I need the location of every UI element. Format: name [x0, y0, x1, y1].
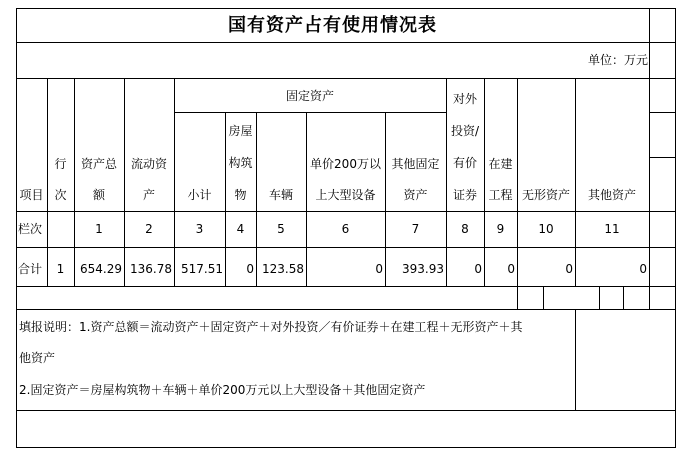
- note-line-1: 填报说明：1.资产总额＝流动资产＋固定资产＋对外投资／有价证券＋在建工程＋无形资产＋其: [19, 320, 523, 334]
- header-line-top: 行: [54, 157, 67, 171]
- header-building-3: 物: [234, 188, 247, 202]
- header-current-bottom: 产: [142, 188, 155, 202]
- header-current-top: 流动资: [130, 157, 167, 171]
- col-number-cell: 7: [411, 222, 420, 236]
- unit-label: 单位：万元: [587, 53, 648, 67]
- total-cell-intangible: 0: [565, 262, 573, 276]
- total-cell-buildings: 0: [246, 262, 254, 276]
- header-intangible: 无形资产: [521, 188, 570, 202]
- header-construction-top: 在建: [488, 157, 513, 171]
- header-project: 项目: [19, 188, 44, 202]
- total-cell-large-equipment: 0: [375, 262, 383, 276]
- col-number-cell: 3: [195, 222, 204, 236]
- col-number-cell: 10: [538, 222, 554, 236]
- header-invest-3: 有价: [452, 156, 477, 170]
- total-cell-other: 0: [639, 262, 647, 276]
- header-line-bottom: 次: [54, 188, 67, 202]
- header-construction-bottom: 工程: [488, 188, 513, 202]
- total-cell-vehicles: 123.58: [262, 262, 304, 276]
- total-row-line: 1: [56, 262, 65, 276]
- header-large-equip-bottom: 上大型设备: [315, 188, 376, 202]
- col-number-cell: 11: [604, 222, 620, 236]
- header-invest-4: 证券: [452, 188, 477, 202]
- note-line-3: 2.固定资产＝房屋构筑物＋车辆＋单价200万元以上大型设备＋其他固定资产: [19, 383, 426, 397]
- col-number-cell: 6: [341, 222, 350, 236]
- header-total-top: 资产总: [80, 157, 117, 171]
- header-building-2: 构筑: [228, 156, 253, 170]
- col-number-cell: 2: [145, 222, 153, 236]
- col-number-label: 栏次: [18, 222, 43, 236]
- header-fixed-group: 固定资产: [285, 89, 334, 103]
- col-number-cell: 4: [236, 222, 245, 236]
- header-vehicle: 车辆: [268, 188, 293, 202]
- total-cell-fixed-subtotal: 517.51: [181, 262, 223, 276]
- header-other-fixed-bottom: 资产: [403, 188, 428, 202]
- total-row-label: 合计: [18, 262, 43, 276]
- header-invest-1: 对外: [452, 92, 477, 106]
- note-line-2: 他资产: [19, 351, 56, 365]
- col-number-cell: 1: [95, 222, 103, 236]
- total-cell-construction: 0: [507, 262, 515, 276]
- total-cell-current-assets: 136.78: [130, 262, 172, 276]
- header-invest-2: 投资/: [450, 124, 480, 138]
- header-other: 其他资产: [587, 188, 636, 202]
- header-large-equip-top: 单价200万以: [310, 157, 381, 171]
- header-subtotal: 小计: [187, 188, 212, 202]
- col-number-cell: 8: [461, 222, 469, 236]
- col-number-cell: 5: [277, 222, 285, 236]
- col-number-cell: 9: [496, 222, 505, 236]
- header-total-bottom: 额: [92, 188, 105, 202]
- total-cell-investment: 0: [474, 262, 482, 276]
- page-title: 国有资产占有使用情况表: [228, 15, 437, 36]
- total-cell-other-fixed: 393.93: [402, 262, 444, 276]
- total-cell-total-assets: 654.29: [80, 262, 122, 276]
- header-building-1: 房屋: [228, 124, 253, 138]
- header-other-fixed-top: 其他固定: [391, 157, 440, 171]
